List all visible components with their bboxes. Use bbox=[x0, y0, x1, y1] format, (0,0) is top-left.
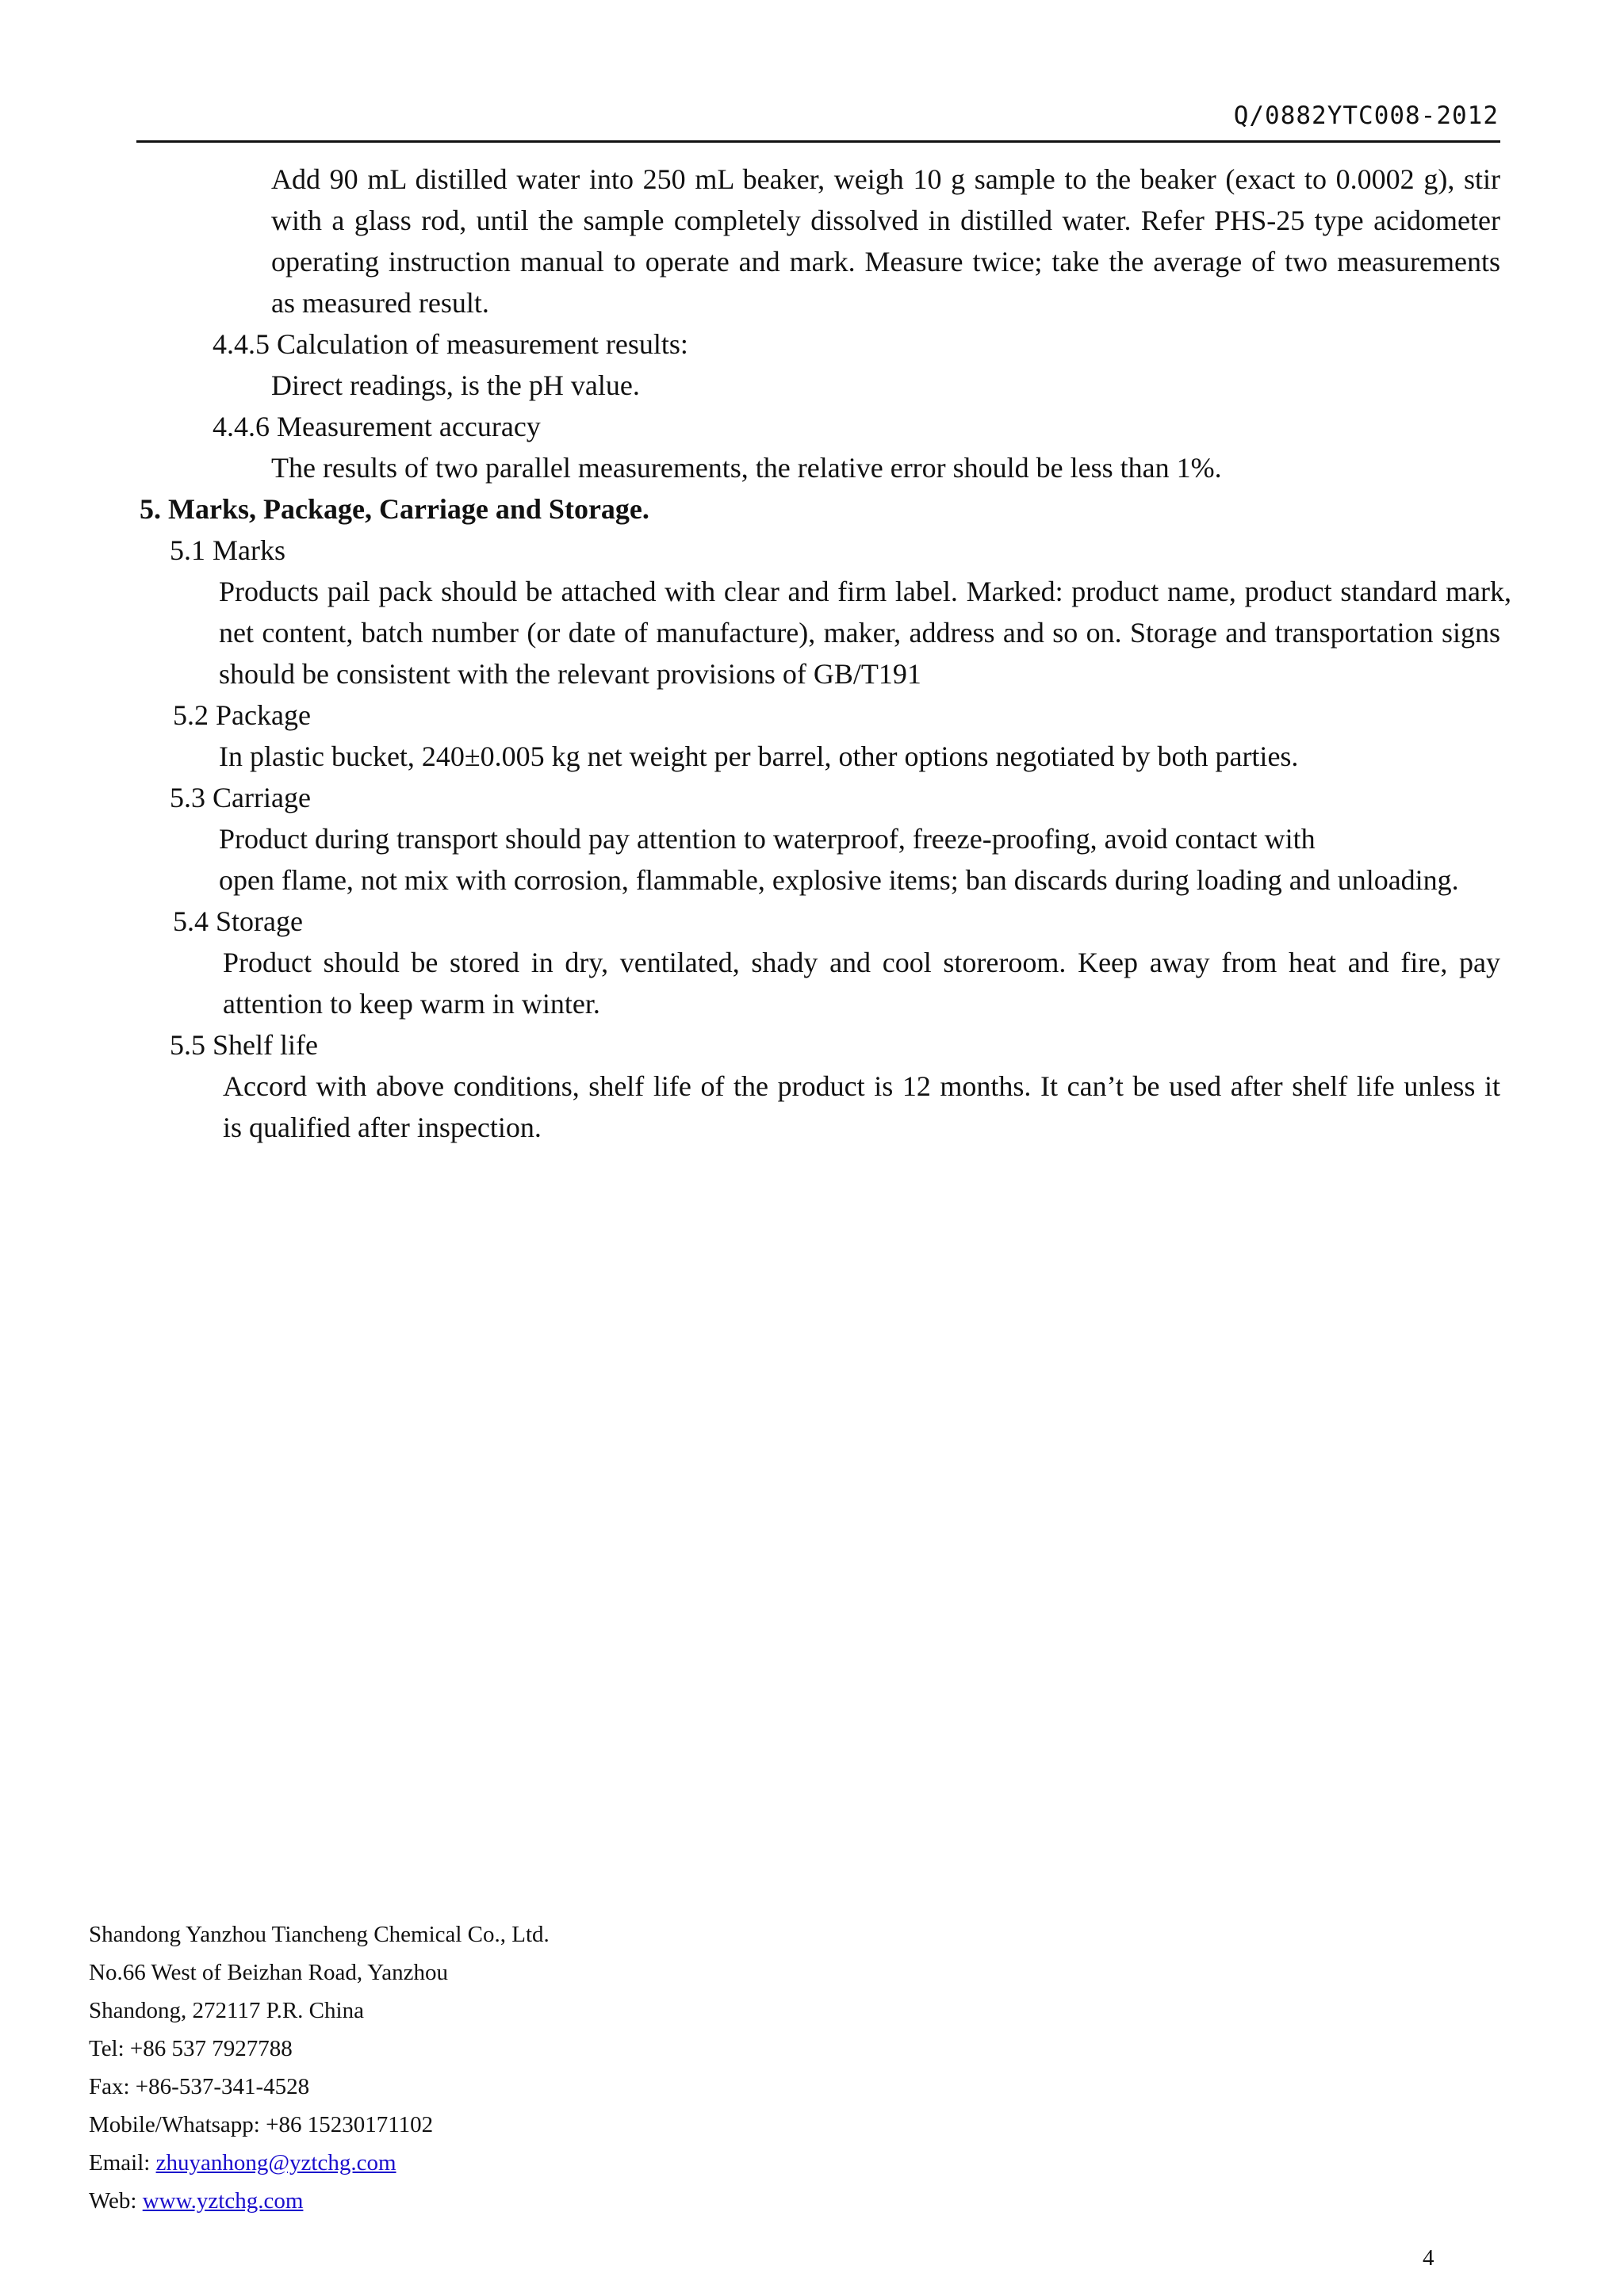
section-heading-5-1: 5.1 Marks bbox=[170, 534, 285, 566]
package-paragraph: In plastic bucket, 240±0.005 kg net weight per barrel, other options negotiated by both parties. bbox=[219, 740, 1299, 772]
method-paragraph-line: as measured result. bbox=[271, 287, 489, 319]
carriage-paragraph-line: Product during transport should pay attention to waterproof, freeze-proofing, avoid contact with bbox=[219, 823, 1316, 855]
method-paragraph-line: with a glass rod, until the sample completely dissolved in distilled water. Refer PHS-25 type acidometer bbox=[271, 205, 1500, 236]
footer-web-label: Web: bbox=[89, 2188, 143, 2214]
footer-telephone: Tel: +86 537 7927788 bbox=[89, 2036, 293, 2061]
section-heading-4-4-5: 4.4.5 Calculation of measurement results: bbox=[213, 328, 688, 360]
section-heading-4-4-6: 4.4.6 Measurement accuracy bbox=[213, 411, 541, 442]
marks-paragraph-line: net content, batch number (or date of manufacture), maker, address and so on. Storage and transportation signs bbox=[219, 617, 1500, 649]
marks-paragraph-line: Products pail pack should be attached with clear and firm label. Marked: product name, product standard mark, bbox=[219, 576, 1511, 607]
footer-email-row bbox=[89, 2144, 396, 2182]
page-number: 4 bbox=[1423, 2245, 1434, 2271]
footer-email-link[interactable]: zhuyanhong@yztchg.com bbox=[155, 2150, 396, 2175]
section-text-4-4-5: Direct readings, is the pH value. bbox=[271, 369, 640, 401]
header-divider bbox=[136, 140, 1500, 143]
method-paragraph-line: operating instruction manual to operate and mark. Measure twice; take the average of two measurements bbox=[271, 246, 1500, 277]
shelf-life-paragraph-line: Accord with above conditions, shelf life of the product is 12 months. It can’t be used after shelf life unless it bbox=[223, 1070, 1500, 1102]
footer-mobile: Mobile/Whatsapp: +86 15230171102 bbox=[89, 2112, 434, 2137]
footer-fax: Fax: +86-537-341-4528 bbox=[89, 2074, 310, 2099]
footer-email-label: Email: bbox=[89, 2150, 156, 2175]
footer-address-line-1: No.66 West of Beizhan Road, Yanzhou bbox=[89, 1960, 449, 1985]
footer-company-name: Shandong Yanzhou Tiancheng Chemical Co., Ltd. bbox=[89, 1922, 550, 1947]
method-paragraph-line: Add 90 mL distilled water into 250 mL beaker, weigh 10 g sample to the beaker (exact to 0.0002 g), stir bbox=[271, 163, 1500, 195]
marks-paragraph-line: should be consistent with the relevant provisions of GB/T191 bbox=[219, 658, 921, 690]
storage-paragraph-line: Product should be stored in dry, ventilated, shady and cool storeroom. Keep away from heat and fire, pay bbox=[223, 947, 1500, 978]
section-heading-5-5: 5.5 Shelf life bbox=[170, 1029, 318, 1061]
document-code: Q/0882YTC008-2012 bbox=[1233, 101, 1499, 130]
footer-web-link[interactable]: www.yztchg.com bbox=[142, 2188, 304, 2214]
section-heading-5-3: 5.3 Carriage bbox=[170, 782, 311, 813]
section-heading-5-4: 5.4 Storage bbox=[173, 905, 303, 937]
carriage-paragraph-line: open flame, not mix with corrosion, flammable, explosive items; ban discards during loading and unloading. bbox=[219, 864, 1459, 896]
footer-web-row bbox=[89, 2182, 303, 2220]
footer-address-line-2: Shandong, 272117 P.R. China bbox=[89, 1998, 364, 2023]
section-heading-5-2: 5.2 Package bbox=[173, 699, 311, 731]
section-text-4-4-6: The results of two parallel measurements, the relative error should be less than 1%. bbox=[271, 452, 1222, 484]
storage-paragraph-line: attention to keep warm in winter. bbox=[223, 988, 600, 1020]
shelf-life-paragraph-line: is qualified after inspection. bbox=[223, 1112, 542, 1143]
chapter-heading-5: 5. Marks, Package, Carriage and Storage. bbox=[140, 493, 649, 525]
